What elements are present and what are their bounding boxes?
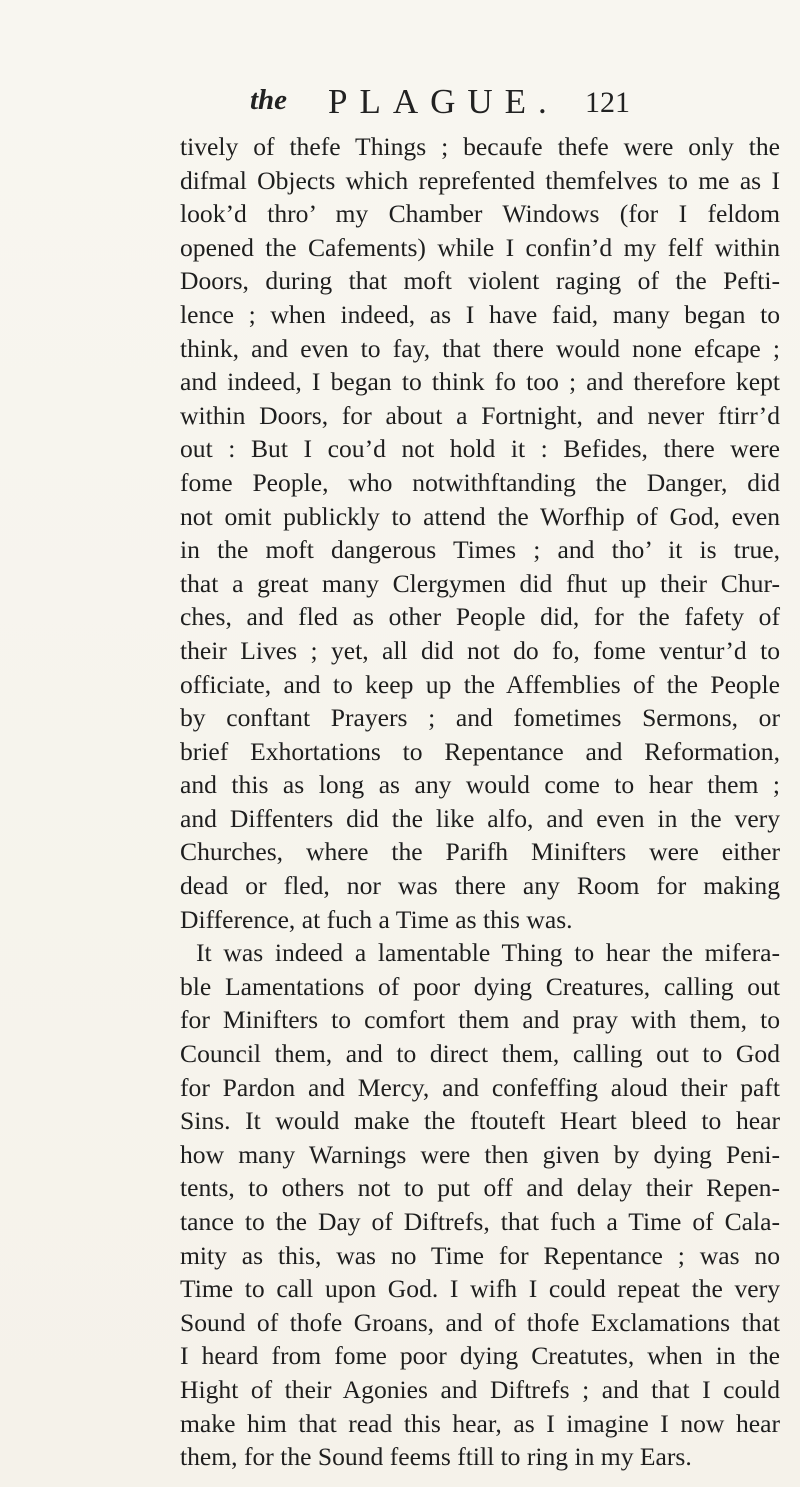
text-line: how many Warnings were then given by dying Peni-: [180, 1139, 780, 1169]
text-line: lence ; when indeed, as I have faid, many began to: [180, 299, 780, 329]
text-line: opened the Cafements) while I confin’d my felf within: [180, 232, 780, 262]
text-line: make him that read this hear, as I imagine I now hear: [180, 1408, 780, 1438]
text-line: difmal Objects which reprefented themfelves to me as I: [180, 165, 780, 195]
text-line: look’d thro’ my Chamber Windows (for I feldom: [180, 199, 780, 229]
text-line: Hight of their Agonies and Diftrefs ; and that I could: [180, 1374, 780, 1404]
page-number: 121: [585, 86, 630, 119]
text-line: Churches, where the Parifh Minifters were either: [180, 837, 780, 867]
text-line: within Doors, for about a Fortnight, and never ftirr’d: [180, 400, 780, 430]
text-line: It was indeed a lamentable Thing to hear the mifera-: [196, 938, 780, 968]
text-line: mity as this, was no Time for Repentance ; was no: [180, 1240, 780, 1270]
text-line: and indeed, I began to think fo too ; and therefore kept: [180, 367, 780, 397]
text-line: Council them, and to direct them, calling out to God: [180, 1039, 780, 1069]
text-line: I heard from fome poor dying Creatutes, when in the: [180, 1341, 780, 1371]
running-head-article: the: [250, 84, 288, 116]
text-line: Doors, during that moft violent raging of the Pefti-: [180, 266, 780, 296]
text-line: ble Lamentations of poor dying Creatures, calling out: [180, 971, 780, 1001]
text-line: dead or fled, nor was there any Room for making: [180, 871, 780, 901]
text-line: by conftant Prayers ; and fometimes Sermons, or: [180, 703, 780, 733]
text-line: that a great many Clergymen did fhut up their Chur-: [180, 568, 780, 598]
text-line: Time to call upon God. I wifh I could repeat the very: [180, 1274, 780, 1304]
text-line: fome People, who notwithftanding the Danger, did: [180, 467, 780, 497]
text-line: Sins. It would make the ftouteft Heart bleed to hear: [180, 1106, 780, 1136]
text-line: tively of thefe Things ; becaufe thefe were only the: [180, 132, 780, 161]
body-text: [180, 130, 780, 1474]
text-line: not omit publickly to attend the Worfhip of God, even: [180, 501, 780, 531]
text-line: them, for the Sound feems ftill to ring in my Ears.: [180, 1442, 692, 1472]
running-head-title: PLAGUE.: [328, 82, 559, 121]
text-line: and this as long as any would come to hear them ;: [180, 770, 780, 800]
text-line: for Minifters to comfort them and pray with them, to: [180, 1005, 780, 1035]
text-line: tance to the Day of Diftrefs, that fuch a Time of Cala-: [180, 1207, 780, 1236]
text-line: for Pardon and Mercy, and confeffing aloud their paft: [180, 1072, 780, 1102]
text-line: Difference, at fuch a Time as this was.: [180, 904, 573, 934]
text-line: ches, and fled as other People did, for the fafety of: [180, 602, 780, 632]
text-line: and Diffenters did the like alfo, and even in the very: [180, 803, 780, 833]
text-line: tents, to others not to put off and delay their Repen-: [180, 1173, 780, 1203]
text-line: Sound of thofe Groans, and of thofe Exclamations that: [180, 1307, 780, 1337]
text-line: in the moft dangerous Times ; and tho’ it is true,: [180, 535, 780, 565]
text-line: think, and even to fay, that there would none efcape ;: [180, 333, 780, 363]
text-line: officiate, and to keep up the Affemblies of the People: [180, 669, 780, 699]
text-line: out : But I cou’d not hold it : Befides, there were: [180, 434, 780, 464]
text-line: their Lives ; yet, all did not do fo, fome ventur’d to: [180, 635, 780, 665]
text-line: brief Exhortations to Repentance and Reformation,: [180, 736, 780, 766]
running-head: [250, 82, 630, 128]
